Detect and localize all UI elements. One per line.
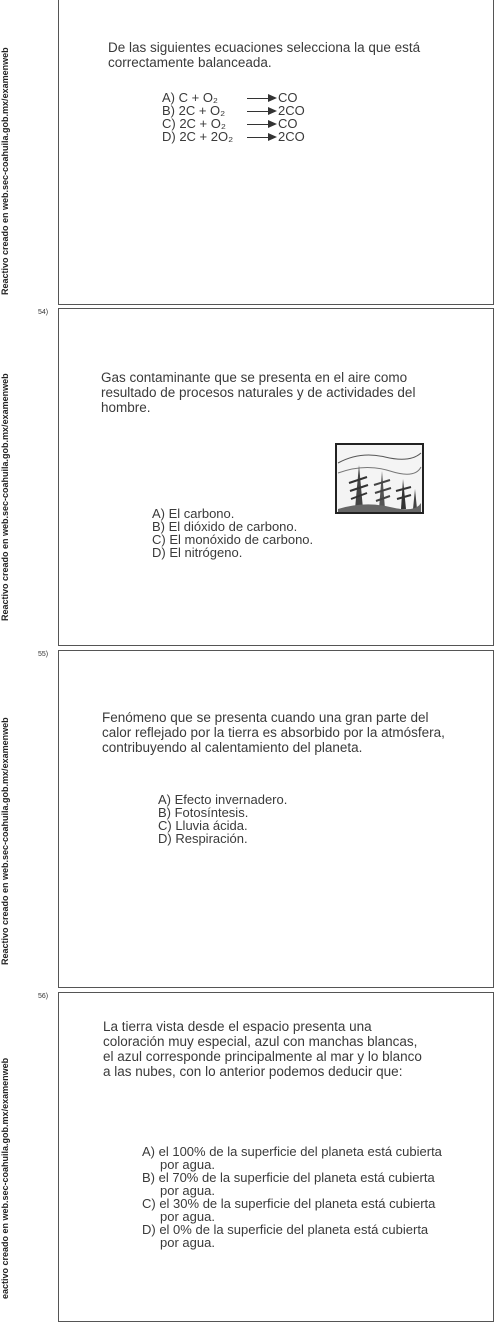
reaction-arrow-icon xyxy=(247,98,275,99)
source-watermark: Reactivo creado en web.sec-coahuila.gob.mx/examenweb xyxy=(0,717,10,965)
option-d: D) El nitrógeno. xyxy=(152,545,243,560)
question-55-number: 55) xyxy=(38,651,49,658)
question-56-text: La tierra vista desde el espacio presenta una coloración muy especial, azul con manchas blancas, el azul corresponde principalmente al mar y lo blanco a las nubes, con lo anterior podemos deducir que: xyxy=(103,1019,422,1079)
option-c: C) El monóxido de carbono. xyxy=(152,532,314,547)
option-b: B) el 70% de la superficie del planeta está cubierta por agua. xyxy=(142,1170,435,1198)
forest-fire-image xyxy=(335,443,424,514)
question-53-options xyxy=(162,91,305,143)
source-watermark-partial: eactivo creado en web.sec-coahuila.gob.mx/examenweb xyxy=(0,1057,10,1299)
option-b: B) El dióxido de carbono. xyxy=(152,519,298,534)
reaction-arrow-icon xyxy=(247,137,275,138)
source-watermark: Reactivo creado en web.sec-coahuila.gob.mx/examenweb xyxy=(0,373,10,621)
option-c: C) Lluvia ácida. xyxy=(158,818,248,833)
question-54-number: 54) xyxy=(38,309,49,316)
question-56-options xyxy=(142,1145,442,1249)
option-b: B) 2C + O₂ 2CO xyxy=(162,103,305,118)
option-a: A) el 100% de la superficie del planeta está cubierta por agua. xyxy=(142,1144,442,1172)
question-54-box xyxy=(58,308,494,646)
reaction-arrow-icon xyxy=(247,111,275,112)
option-a: A) Efecto invernadero. xyxy=(158,792,288,807)
option-c: C) el 30% de la superficie del planeta está cubierta por agua. xyxy=(142,1196,436,1224)
question-54-text: Gas contaminante que se presenta en el aire como resultado de procesos naturales y de actividades del hombre. xyxy=(101,370,416,415)
question-55-options xyxy=(158,793,287,845)
option-b: B) Fotosíntesis. xyxy=(158,805,249,820)
question-54-options xyxy=(152,507,313,559)
source-watermark: Reactivo creado en web.sec-coahuila.gob.mx/examenweb xyxy=(0,47,10,295)
option-c: C) 2C + O₂ CO xyxy=(162,116,298,131)
question-56-number: 56) xyxy=(38,993,49,1000)
option-a: A) El carbono. xyxy=(152,506,235,521)
option-a: A) C + O₂ CO xyxy=(162,90,298,105)
option-d: D) 2C + 2O₂ 2CO xyxy=(162,129,305,144)
reaction-arrow-icon xyxy=(247,124,275,125)
option-d: D) el 0% de la superficie del planeta está cubierta por agua. xyxy=(142,1222,429,1250)
question-53-text: De las siguientes ecuaciones selecciona la que está correctamente balanceada. xyxy=(108,40,421,70)
option-d: D) Respiración. xyxy=(158,831,248,846)
question-55-text: Fenómeno que se presenta cuando una gran parte del calor reflejado por la tierra es absorbido por la atmósfera, contribuyendo al calentamiento del planeta. xyxy=(102,710,445,755)
